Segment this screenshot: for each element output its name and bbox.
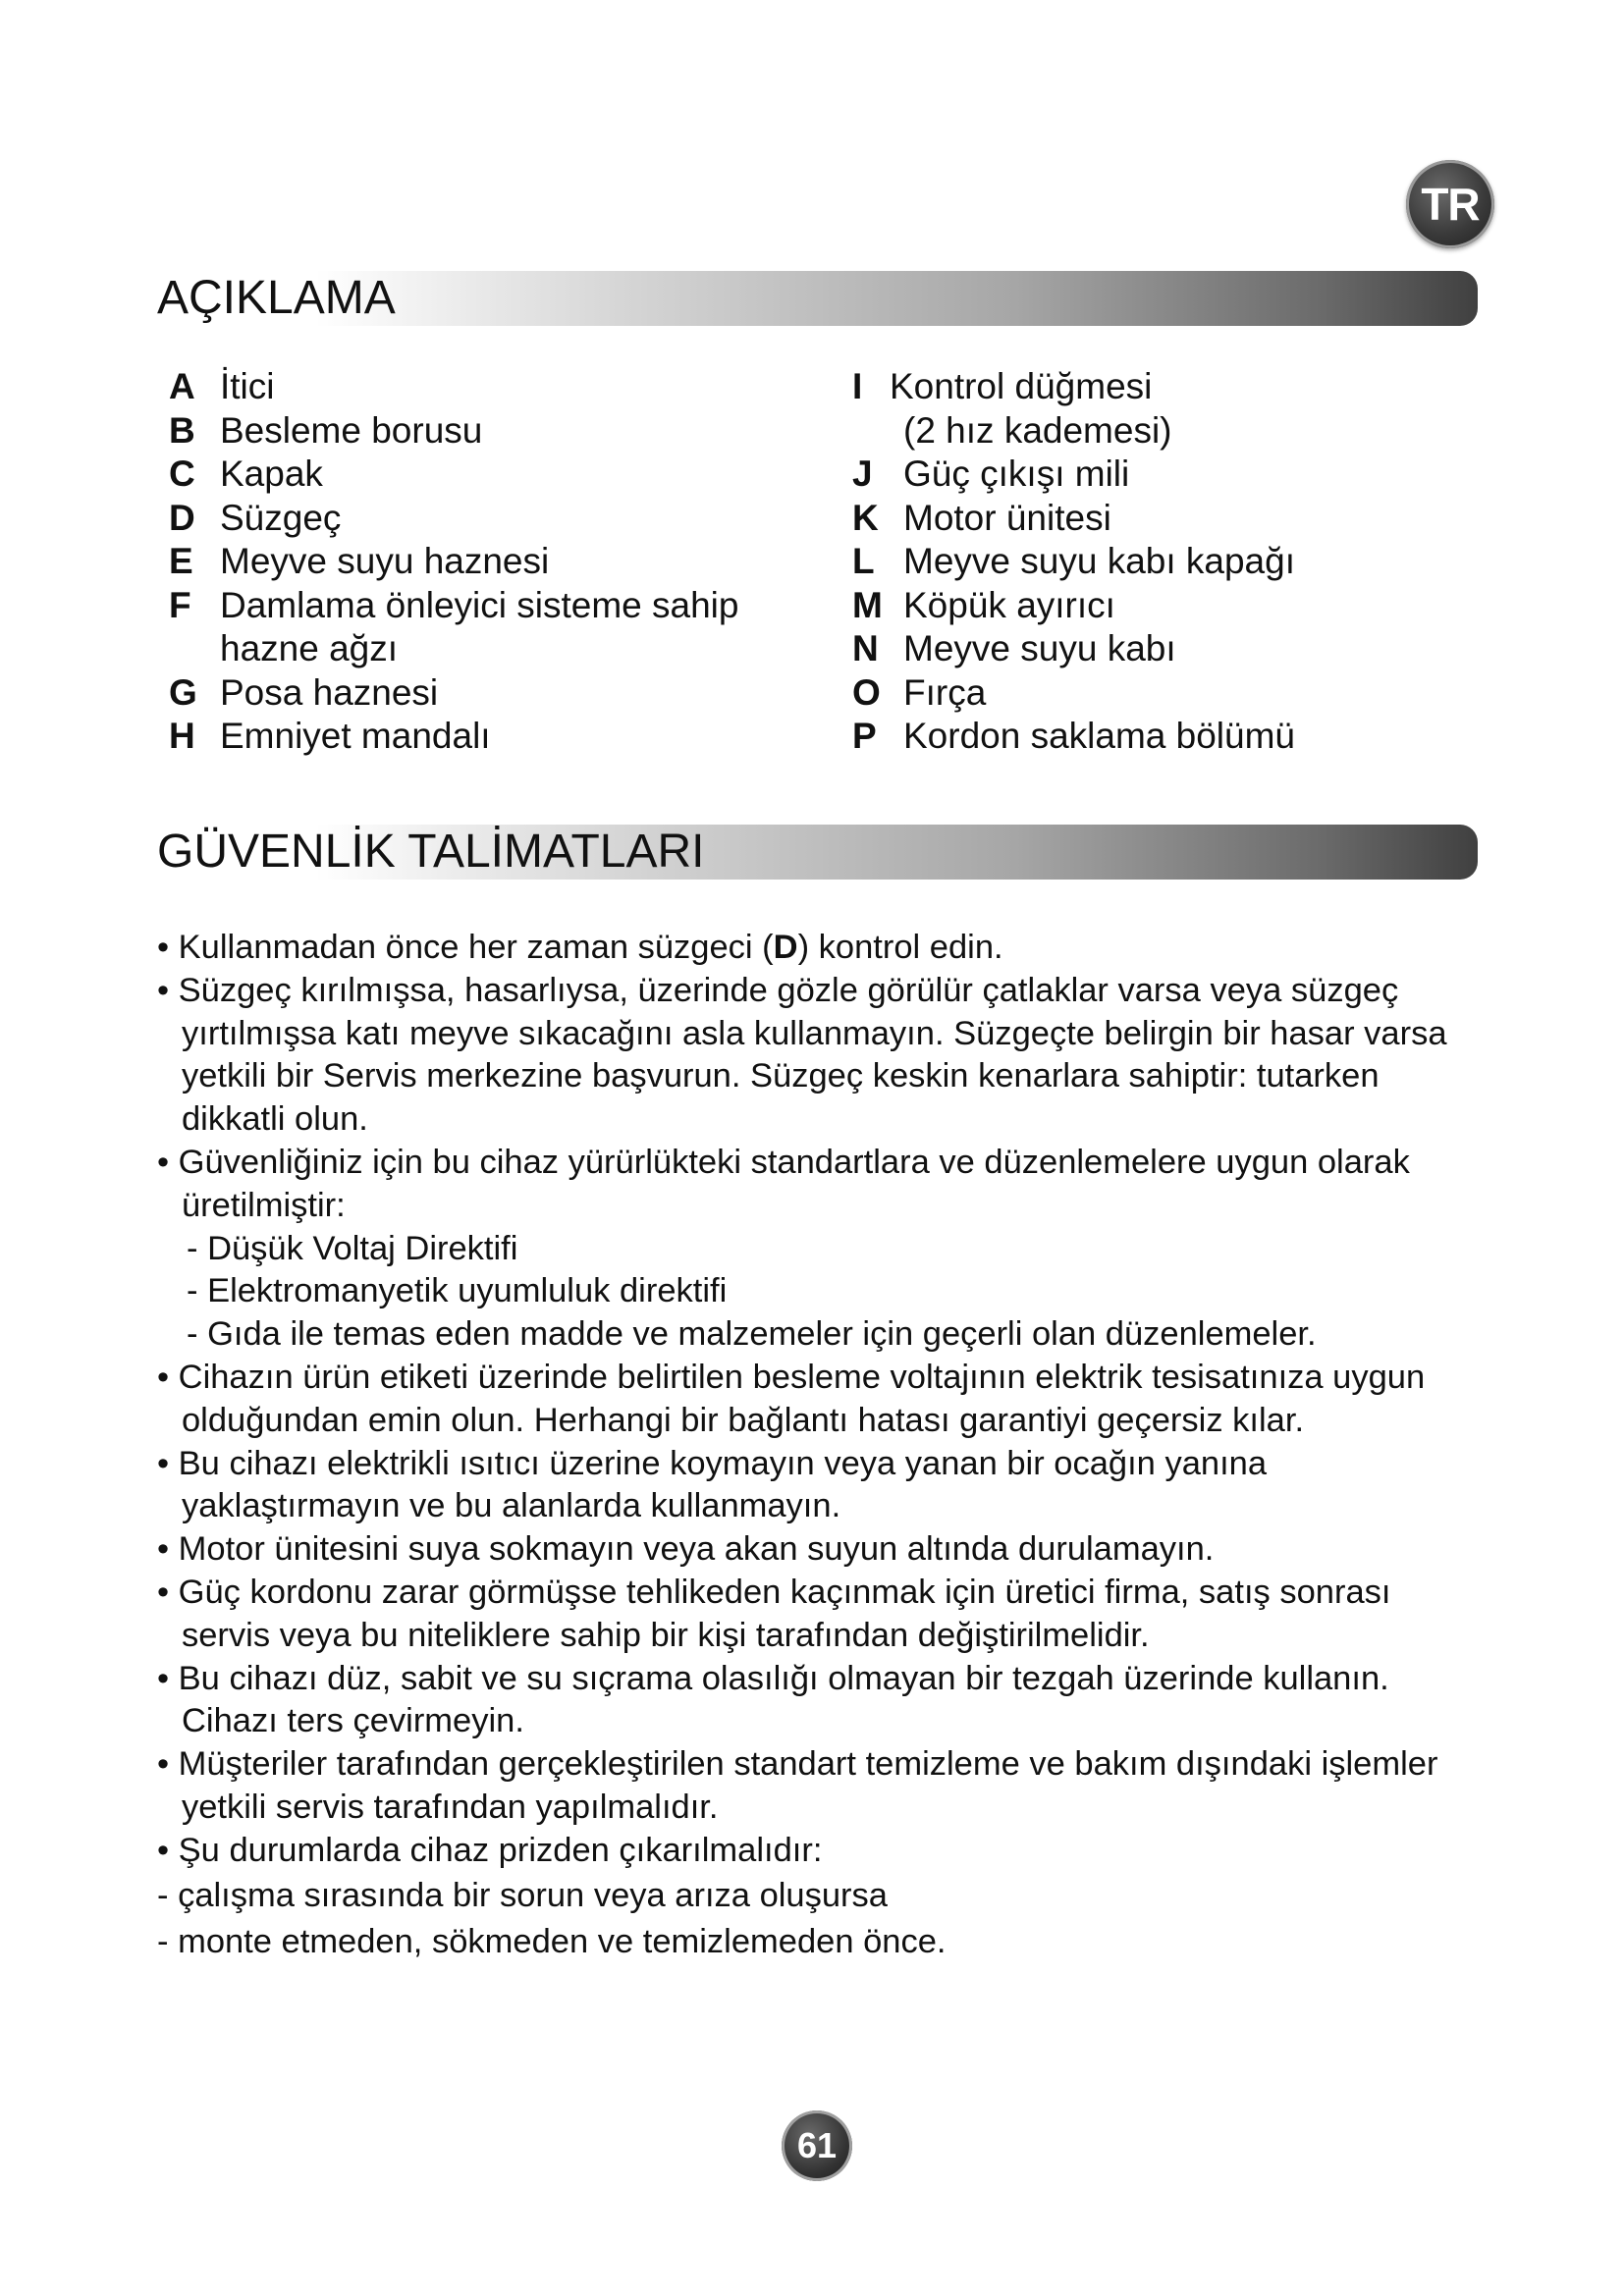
bullet-line: • Süzgeç kırılmışsa, hasarlıysa, üzerinde gözle görülür çatlaklar varsa veya süzgeç (157, 971, 1399, 1009)
legend-item: J Güç çıkışı mili (852, 454, 1130, 494)
legend-item: E Meyve suyu haznesi (169, 541, 550, 581)
legend-item-continuation: hazne ağzı (220, 628, 399, 668)
legend-item: L Meyve suyu kabı kapağı (852, 541, 1295, 581)
bullet-line: üretilmiştir: (182, 1186, 346, 1224)
legend-item: I Kontrol düğmesi (852, 366, 1153, 406)
bullet-line: Cihazı ters çevirmeyin. (182, 1702, 524, 1740)
sub-item-line: - çalışma sırasında bir sorun veya arıza oluşursa (157, 1876, 888, 1914)
bullet-line: • Bu cihazı düz, sabit ve su sıçrama olasılığı olmayan bir tezgah üzerinde kullanın. (157, 1659, 1389, 1697)
legend-item: N Meyve suyu kabı (852, 628, 1176, 668)
legend-item: F Damlama önleyici sisteme sahip (169, 584, 739, 625)
language-badge: TR (1406, 160, 1494, 248)
bullet-line: • Bu cihazı elektrikli ısıtıcı üzerine koymayın veya yanan bir ocağın yanına (157, 1444, 1268, 1482)
bullet-line: • Şu durumlarda cihaz prizden çıkarılmalıdır: (157, 1831, 823, 1869)
bullet-line: • Cihazın ürün etiketi üzerinde belirtilen besleme voltajının elektrik tesisatınıza uygun (157, 1358, 1426, 1396)
section-title-aciklama: AÇIKLAMA (157, 272, 396, 324)
legend-item: A İtici (169, 366, 275, 406)
bullet-line: yırtılmışsa katı meyve sıkacağını asla kullanmayın. Süzgeçte belirgin bir hasar varsa (182, 1014, 1447, 1052)
parts-legend-left (169, 365, 797, 759)
page-number-badge: 61 (782, 2110, 852, 2181)
legend-item: K Motor ünitesi (852, 497, 1111, 538)
bullet-line: • Müşteriler tarafından gerçekleştirilen standart temizleme ve bakım dışındaki işlemler (157, 1745, 1438, 1784)
legend-item: C Kapak (169, 454, 323, 494)
legend-item: O Fırça (852, 671, 987, 713)
sub-item-line: - Düşük Voltaj Direktifi (187, 1229, 518, 1267)
bullet-line: yetkili servis tarafından yapılmalıdır. (182, 1788, 719, 1826)
safety-instructions (157, 927, 1492, 1964)
sub-item-line: - monte etmeden, sökmeden ve temizlemeden önce. (157, 1923, 947, 1961)
bullet-line: • Motor ünitesini suya sokmayın veya akan suyun altında durulamayın. (157, 1530, 1215, 1569)
legend-item: M Köpük ayırıcı (852, 584, 1115, 625)
bullet-line: • Güç kordonu zarar görmüşse tehlikeden kaçınmak için üretici firma, satış sonrası (157, 1573, 1391, 1611)
parts-legend-right (852, 365, 1481, 759)
bullet-line: servis veya bu niteliklere sahip bir kişi tarafından değiştirilmelidir. (182, 1616, 1150, 1654)
bullet-line: yaklaştırmayın ve bu alanlarda kullanmayın. (182, 1487, 841, 1525)
section-title-guvenlik: GÜVENLİK TALİMATLARI (157, 826, 705, 878)
bullet-line: olduğundan emin olun. Herhangi bir bağlantı hatası garantiyi geçersiz kılar. (182, 1401, 1305, 1439)
legend-item: P Kordon saklama bölümü (852, 716, 1295, 756)
bullet-line: • Kullanmadan önce her zaman süzgeci (D) kontrol edin. (157, 929, 1003, 966)
bullet-line: dikkatli olun. (182, 1100, 368, 1139)
sub-item-line: - Gıda ile temas eden madde ve malzemeler için geçerli olan düzenlemeler. (187, 1315, 1317, 1354)
legend-item-continuation: (2 hız kademesi) (903, 409, 1172, 451)
bullet-line: • Güvenliğiniz için bu cihaz yürürlükteki standartlara ve düzenlemelere uygun olarak (157, 1143, 1410, 1181)
legend-item: B Besleme borusu (169, 409, 483, 451)
legend-item: G Posa haznesi (169, 671, 439, 713)
legend-item: D Süzgeç (169, 497, 342, 538)
sub-item-line: - Elektromanyetik uyumluluk direktifi (187, 1272, 728, 1310)
legend-item: H Emniyet mandalı (169, 716, 491, 756)
bullet-line: yetkili bir Servis merkezine başvurun. Süzgeç keskin kenarlara sahiptir: tutarken (182, 1057, 1380, 1095)
